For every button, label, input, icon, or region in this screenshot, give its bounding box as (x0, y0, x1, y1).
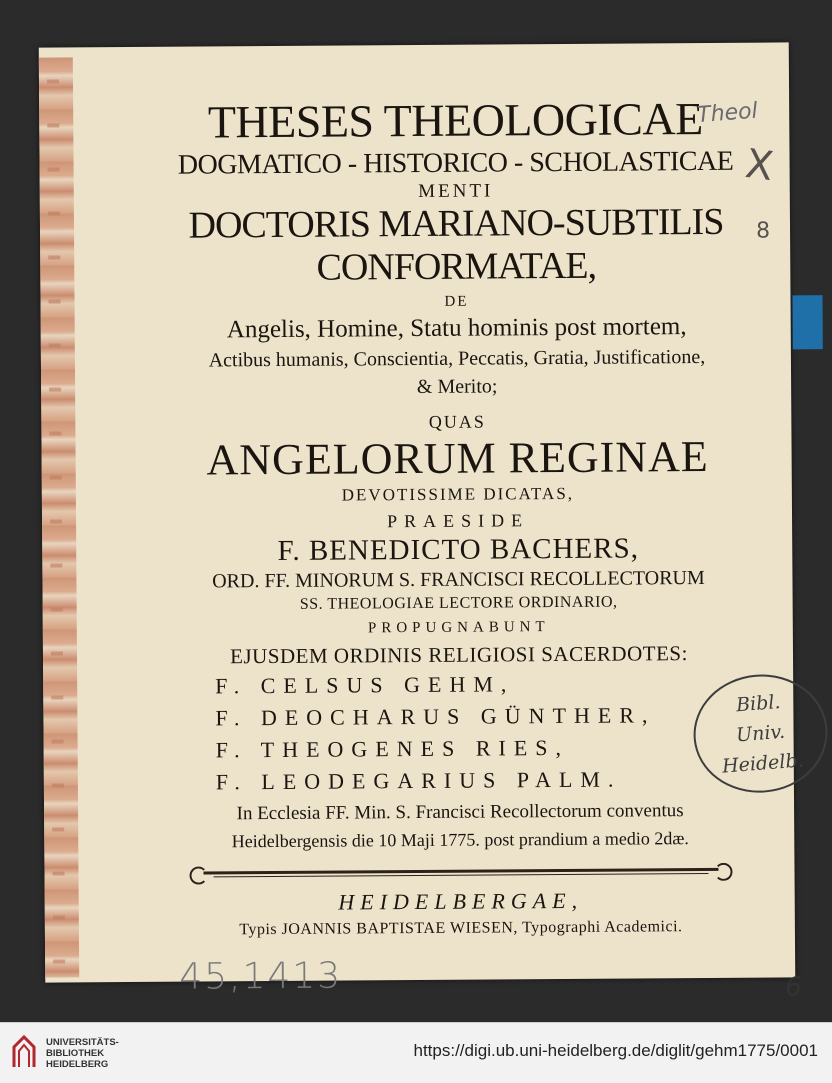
imprint-city: HEIDELBERGAE, (338, 887, 584, 915)
propugnabunt-label: PROPUGNABUNT (367, 619, 550, 637)
praeside-label: PRAESIDE (386, 510, 530, 532)
stamp-line: Heidelb. (721, 749, 805, 778)
lector-line: SS. THEOLOGIAE LECTORE ORDINARIO, (299, 593, 618, 613)
permalink-url[interactable]: https://digi.ub.uni-heidelberg.de/diglit/gehm1775/0001 (413, 1041, 818, 1060)
ejusdem-line: EJUSDEM ORDINIS RELIGIOSI SACERDOTES: (230, 641, 688, 669)
rule-end-left (189, 866, 207, 884)
handwritten-number-mark: 8 (755, 218, 771, 244)
university-library-logo-icon[interactable] (10, 1033, 38, 1069)
handwritten-cross-mark: X (742, 140, 776, 191)
quas-label: QUAS (428, 411, 486, 432)
title-subtitle: DOGMATICO - HISTORICO - SCHOLASTICAE (177, 145, 734, 181)
stamp-line: Bibl. (735, 691, 782, 717)
title-text-block (119, 92, 797, 943)
venue-line-1: In Ecclesia FF. Min. S. Francisci Recollectorum conventus (236, 800, 684, 825)
imprint-printer: Typis JOANNIS BAPTISTAE WIESEN, Typographi Academici. (239, 918, 683, 939)
color-reference-tab (792, 295, 822, 349)
de-label: DE (444, 293, 469, 310)
title-conformatae: CONFORMATAE, (316, 244, 597, 289)
viewer-footer (0, 1022, 832, 1083)
title-doctoris: DOCTORIS MARIANO-SUBTILIS (188, 200, 724, 247)
title-page (39, 42, 805, 1003)
dedicatee: ANGELORUM REGINAE (206, 431, 709, 485)
topics-line-3: & Merito; (416, 375, 498, 398)
title-menti: MENTI (418, 180, 494, 202)
title-main: THESES THEOLOGICAE (207, 92, 703, 148)
defender-name: F. CELSUS GEHM, (215, 671, 515, 699)
handwritten-shelf-mark: Theol (696, 98, 759, 129)
stamp-line: Univ. (735, 720, 786, 747)
devotissime-line: DEVOTISSIME DICATAS, (341, 483, 575, 505)
handwritten-call-number: 45,1413 (179, 955, 343, 998)
defender-name: F. DEOCHARUS GÜNTHER, (215, 702, 656, 731)
handwritten-page-mark: 6 (785, 972, 802, 1003)
defender-name: F. THEOGENES RIES, (215, 734, 570, 763)
topics-line-1: Angelis, Homine, Statu hominis post mortem, (226, 313, 687, 344)
rule-end-right (714, 863, 732, 881)
logo-line: UNIVERSITÄTS- (46, 1037, 119, 1048)
library-logo-text[interactable] (46, 1037, 119, 1070)
order-line: ORD. FF. MINORUM S. FRANCISCI RECOLLECTORUM (212, 566, 705, 593)
logo-line: HEIDELBERG (46, 1059, 109, 1070)
president-name: F. BENEDICTO BACHERS, (277, 532, 640, 567)
ornamental-rule (193, 865, 728, 879)
decorative-border (39, 57, 79, 977)
logo-line: BIBLIOTHEK (46, 1048, 105, 1059)
defender-name: F. LEODEGARIUS PALM. (215, 766, 622, 795)
topics-line-2: Actibus humanis, Conscientia, Peccatis, Gratia, Justificatione, (208, 345, 706, 372)
venue-line-2: Heidelbergensis die 10 Maji 1775. post prandium a medio 2dæ. (231, 828, 689, 852)
